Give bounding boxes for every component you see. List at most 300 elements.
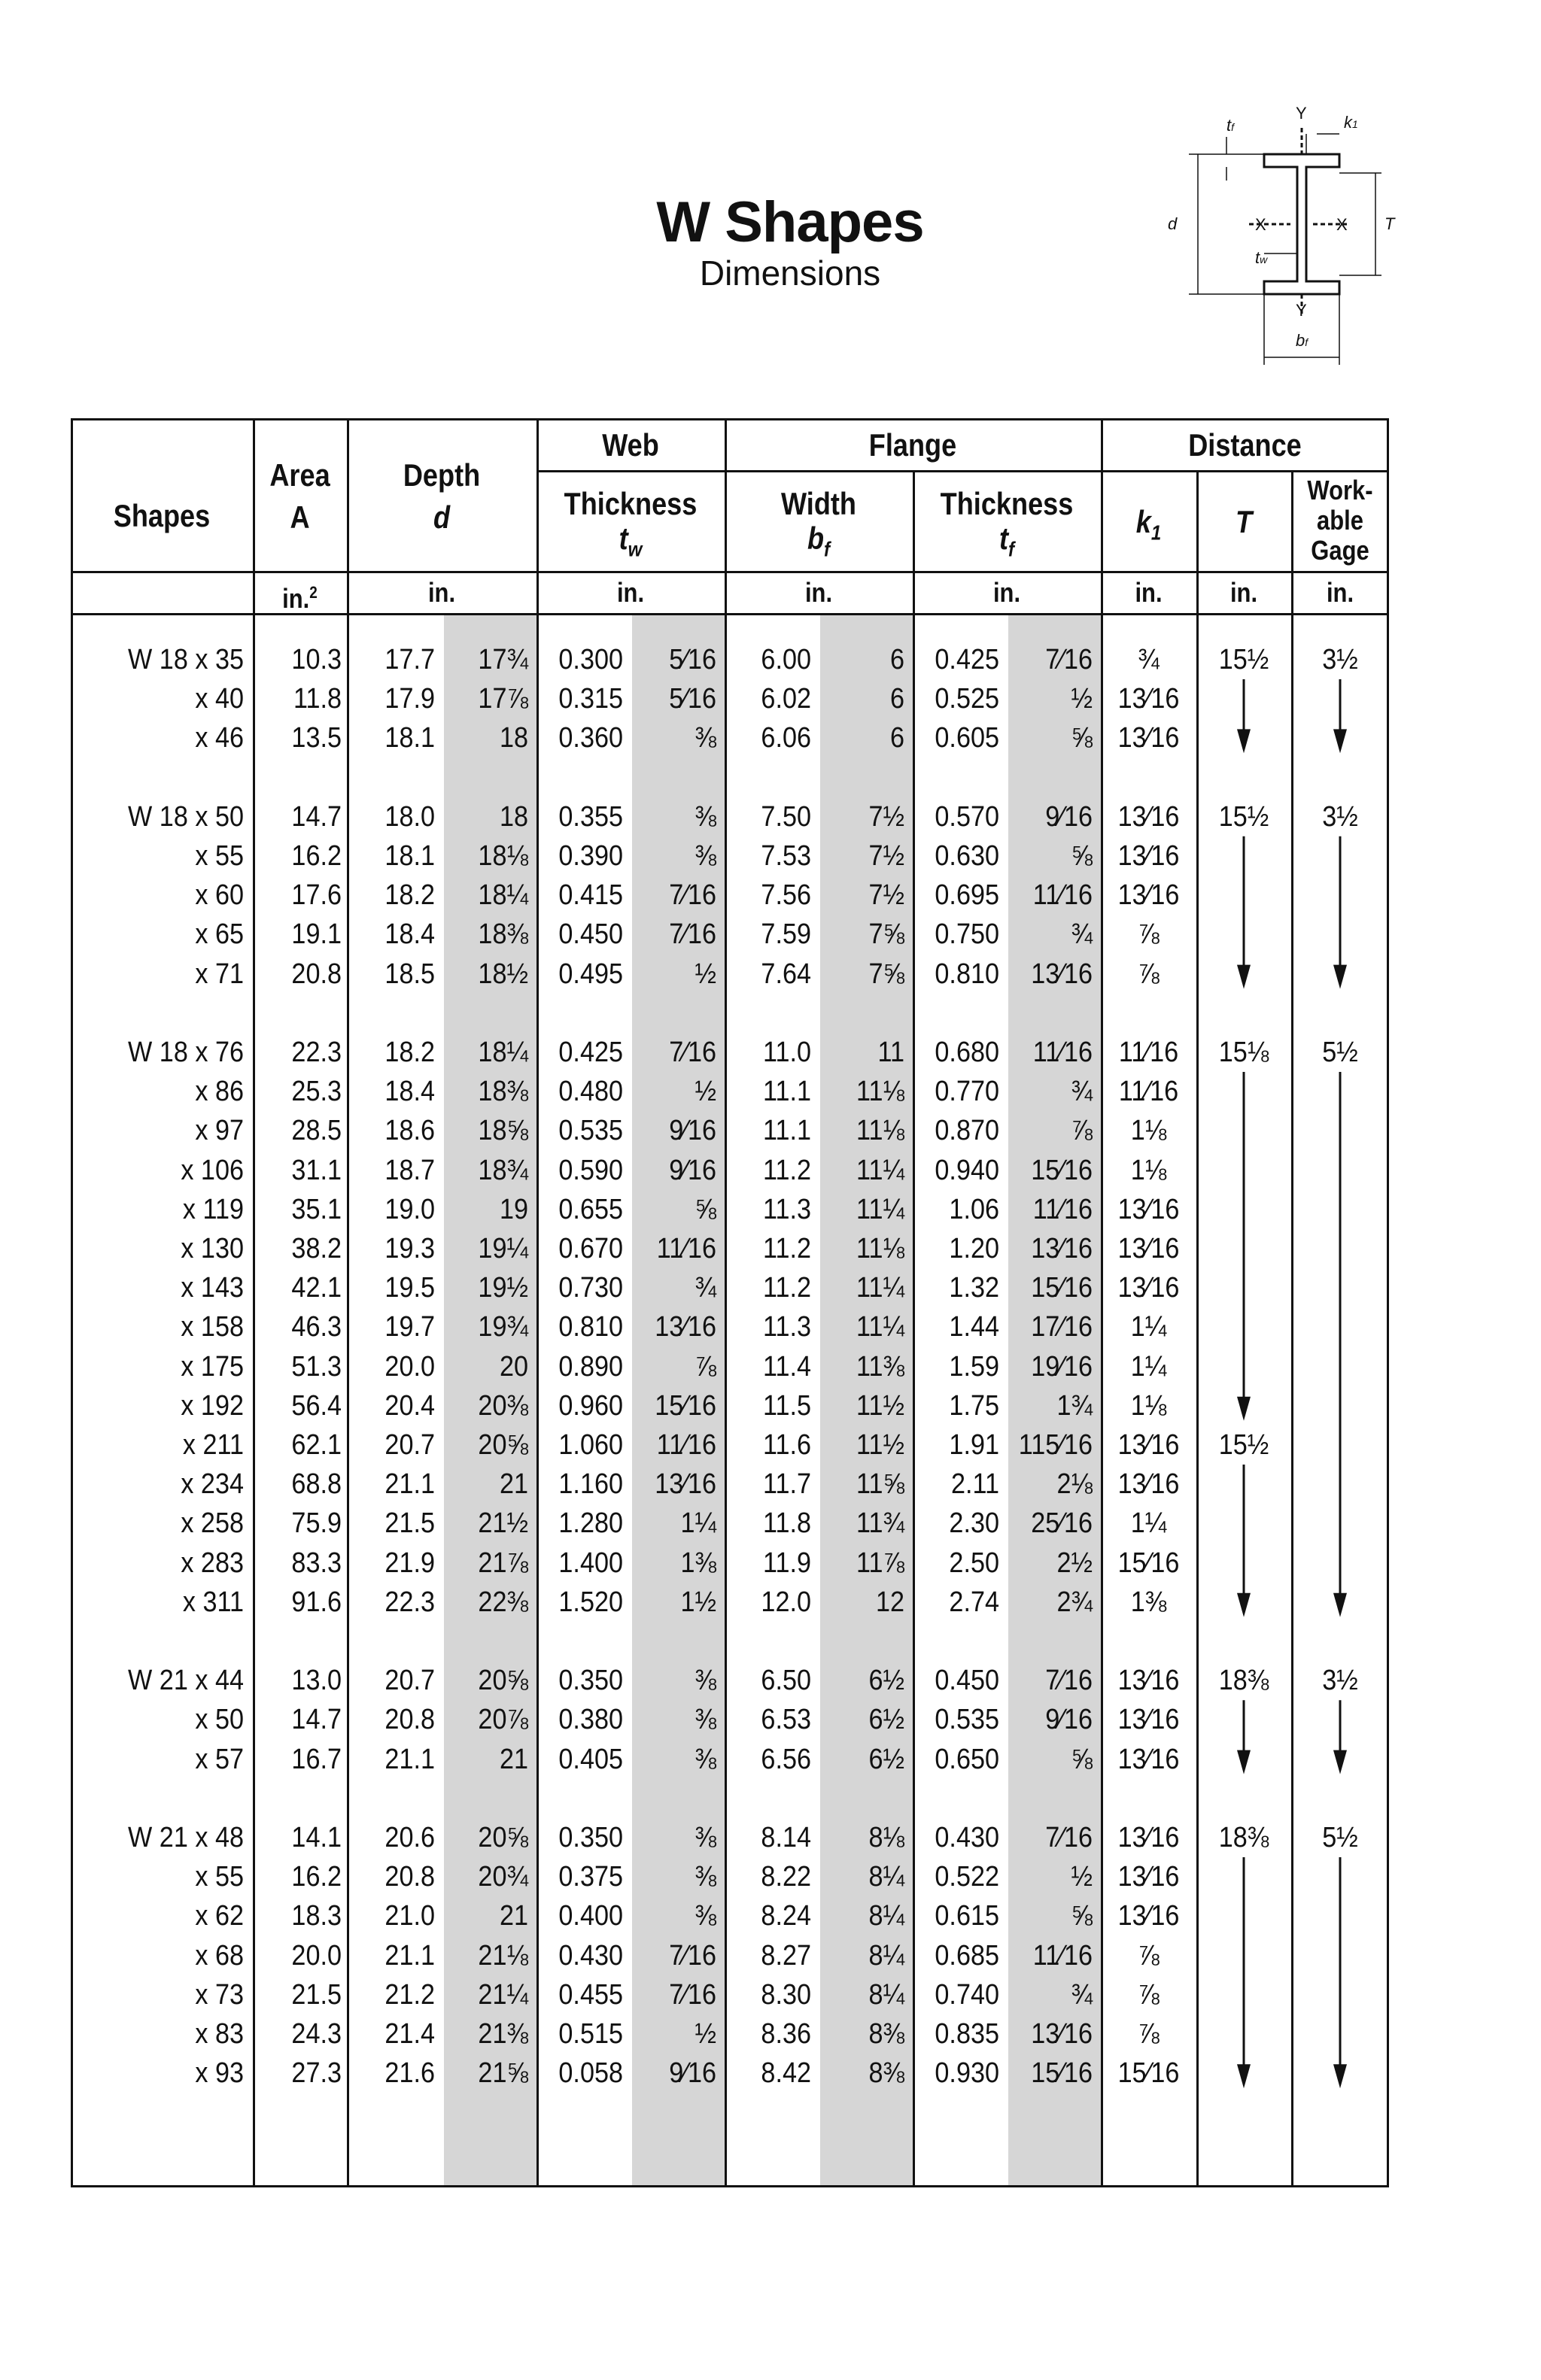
arrow-gage-4-head (1333, 2064, 1347, 2088)
cell-T: 15½ (1218, 800, 1269, 833)
cell-web-frac: ⅜ (695, 840, 716, 872)
cell-gage: 3½ (1322, 1665, 1358, 1697)
cell-depth-frac: 18 (499, 722, 528, 754)
arrow-gage-0-head (1333, 729, 1347, 753)
unit-gage: in. (1326, 577, 1354, 608)
unit-depth: in. (427, 577, 456, 608)
svg-text:tf (1226, 116, 1236, 135)
cell-web-frac: ⅜ (695, 1900, 716, 1932)
cell-web-dec: 0.405 (558, 1743, 623, 1775)
cell-web-dec: 1.060 (558, 1429, 623, 1461)
cell-area: 13.0 (291, 1665, 342, 1697)
cell-width-frac: 11⅜ (856, 1350, 904, 1383)
cell-width-frac: 11⅛ (856, 1233, 904, 1264)
cell-flange-frac: 1¾ (1056, 1389, 1093, 1422)
cell-web-frac: 9⁄16 (669, 1115, 716, 1147)
cell-web-dec: 0.480 (558, 1076, 623, 1108)
cell-shape: x 106 (181, 1154, 244, 1186)
cell-flange-dec: 0.680 (935, 1037, 999, 1068)
cell-flange-frac: 7⁄16 (1045, 1822, 1093, 1853)
cell-T: 18⅜ (1218, 1665, 1269, 1697)
cell-flange-frac: ⅝ (1071, 840, 1093, 872)
cell-width-dec: 11.8 (762, 1507, 811, 1540)
cell-k1: ⅞ (1138, 918, 1160, 951)
cell-flange-dec: 0.810 (935, 958, 999, 990)
unit-area-text: in. (282, 583, 310, 614)
cell-depth-dec: 20.8 (384, 1704, 435, 1736)
cell-depth-dec: 18.1 (384, 840, 435, 872)
cell-area: 25.3 (291, 1076, 342, 1108)
cell-flange-frac: ⅝ (1071, 1743, 1093, 1775)
cell-flange-frac: ½ (1071, 1861, 1093, 1893)
cell-depth-frac: 20⅞ (478, 1704, 528, 1736)
cell-flange-dec: 0.770 (935, 1076, 999, 1108)
cell-depth-dec: 17.9 (384, 683, 435, 715)
cell-web-frac: 5⁄16 (669, 644, 716, 675)
cell-shape: x 68 (195, 1939, 244, 1972)
unit-web: in. (616, 577, 645, 608)
cell-flange-frac: 13⁄16 (1031, 1233, 1093, 1264)
diagram-T-label: T (1384, 214, 1395, 233)
cell-width-dec: 6.50 (761, 1665, 811, 1697)
arrow-gage-1-head (1333, 965, 1347, 989)
cell-k1: 15⁄16 (1117, 2057, 1180, 2090)
diagram-k1-label: k (1344, 113, 1352, 132)
cell-flange-frac: 19⁄16 (1031, 1350, 1093, 1383)
cell-shape: x 86 (195, 1076, 244, 1108)
cell-width-frac: 11⅛ (856, 1076, 904, 1108)
cell-flange-dec: 1.59 (949, 1350, 999, 1383)
cell-width-frac: 11¼ (856, 1311, 904, 1343)
cell-T: 18⅜ (1218, 1822, 1269, 1853)
cell-web-dec: 0.360 (558, 722, 623, 754)
cell-depth-dec: 19.7 (384, 1311, 435, 1343)
cell-area: 16.7 (291, 1743, 342, 1775)
cell-flange-frac: 9⁄16 (1045, 800, 1093, 833)
cell-width-dec: 8.42 (761, 2057, 811, 2090)
cell-shape: x 55 (195, 840, 244, 872)
cell-flange-dec: 0.695 (935, 879, 999, 912)
cell-width-frac: 8⅛ (868, 1822, 904, 1853)
cell-flange-frac: 25⁄16 (1031, 1507, 1093, 1540)
cell-gage: 3½ (1322, 800, 1358, 833)
cell-shape: W 18 x 35 (128, 644, 244, 675)
cell-flange-dec: 2.74 (949, 1586, 999, 1618)
cell-width-dec: 11.1 (762, 1076, 811, 1108)
cell-flange-frac: 17⁄16 (1031, 1311, 1093, 1343)
cell-area: 16.2 (291, 840, 342, 872)
cell-width-dec: 6.53 (761, 1704, 811, 1736)
cell-depth-frac: 19½ (478, 1272, 528, 1304)
cell-k1: 1¼ (1130, 1350, 1167, 1383)
cell-web-dec: 0.515 (558, 2018, 623, 2050)
cell-k1: 13⁄16 (1117, 683, 1180, 715)
cell-depth-frac: 19¼ (478, 1233, 528, 1264)
cell-area: 27.3 (291, 2057, 342, 2090)
cell-depth-dec: 18.6 (384, 1115, 435, 1147)
cell-depth-frac: 21⅝ (478, 2057, 528, 2090)
cell-area: 10.3 (291, 644, 342, 675)
cell-width-dec: 11.4 (762, 1350, 811, 1383)
cell-flange-frac: 2½ (1056, 1547, 1093, 1579)
cell-width-dec: 11.1 (762, 1115, 811, 1147)
header-gage-1: Work- (1307, 475, 1373, 505)
cell-depth-frac: 18⅛ (478, 840, 528, 872)
cell-web-frac: 5⁄16 (669, 683, 716, 715)
cell-flange-dec: 0.605 (935, 722, 999, 754)
cell-depth-dec: 20.6 (384, 1822, 435, 1853)
cell-area: 22.3 (291, 1037, 342, 1068)
cell-shape: x 60 (195, 879, 244, 912)
cell-web-frac: 9⁄16 (669, 1154, 716, 1186)
diagram-bf-sub: f (1305, 336, 1308, 348)
cell-flange-frac: 11⁄16 (1032, 1939, 1093, 1972)
tf-sym: t (998, 521, 1009, 556)
cell-web-dec: 1.280 (558, 1507, 623, 1540)
arrow-T-4-0-head (1237, 2064, 1251, 2088)
cell-flange-frac: 11⁄16 (1032, 879, 1093, 912)
cell-area: 83.3 (291, 1547, 342, 1579)
cell-flange-frac: 13⁄16 (1031, 2018, 1093, 2050)
cell-depth-frac: 20¾ (478, 1861, 528, 1893)
cell-flange-dec: 0.425 (935, 644, 999, 675)
cell-area: 20.8 (291, 958, 342, 990)
arrow-T-0-0-head (1237, 729, 1251, 753)
cell-shape: W 21 x 48 (128, 1822, 244, 1853)
cell-area: 42.1 (291, 1272, 342, 1304)
cell-depth-dec: 18.4 (384, 1076, 435, 1108)
cell-depth-dec: 20.0 (384, 1350, 435, 1383)
cell-web-dec: 0.655 (558, 1193, 623, 1225)
cell-flange-frac: ½ (1071, 683, 1093, 715)
header-T: T (1235, 504, 1253, 539)
cell-web-dec: 0.415 (558, 879, 623, 912)
cell-flange-dec: 2.50 (949, 1547, 999, 1579)
cell-flange-dec: 1.32 (949, 1272, 999, 1304)
cell-width-frac: 6 (889, 722, 904, 754)
cell-flange-dec: 0.450 (935, 1665, 999, 1697)
cell-area: 56.4 (291, 1389, 342, 1422)
cell-width-frac: 8⅜ (868, 2018, 904, 2050)
cell-web-frac: ⅝ (695, 1193, 716, 1225)
cell-web-frac: ⅜ (695, 1861, 716, 1893)
unit-width: in. (804, 577, 833, 608)
cell-area: 18.3 (291, 1900, 342, 1932)
cell-depth-dec: 18.7 (384, 1154, 435, 1186)
diagram-x-left-label: X (1255, 215, 1266, 234)
cell-width-frac: 8⅜ (868, 2057, 904, 2090)
cell-width-frac: 6½ (868, 1665, 904, 1697)
cell-web-frac: ⅜ (695, 800, 716, 833)
cell-shape: x 50 (195, 1704, 244, 1736)
cell-width-dec: 7.59 (761, 918, 811, 951)
cell-width-frac: 11½ (856, 1429, 904, 1461)
cell-flange-frac: ⅝ (1071, 722, 1093, 754)
cell-gage: 3½ (1322, 644, 1358, 675)
cell-depth-dec: 19.0 (384, 1193, 435, 1225)
cell-depth-dec: 21.0 (384, 1900, 435, 1932)
header-gage-2: able (1317, 505, 1363, 536)
cell-web-frac: 11⁄16 (656, 1429, 716, 1461)
diagram-d-label: d (1168, 214, 1178, 233)
cell-web-dec: 0.425 (558, 1037, 623, 1068)
cell-web-dec: 0.590 (558, 1154, 623, 1186)
cell-k1: 15⁄16 (1117, 1547, 1180, 1579)
cell-width-frac: 6 (889, 683, 904, 715)
cell-area: 31.1 (291, 1154, 342, 1186)
cell-shape: x 93 (195, 2057, 244, 2090)
cell-shape: x 62 (195, 1900, 244, 1932)
cell-depth-frac: 21 (499, 1468, 528, 1501)
cell-web-frac: 7⁄16 (669, 879, 716, 912)
cell-flange-dec: 0.930 (935, 2057, 999, 2090)
cell-shape: W 18 x 50 (128, 800, 244, 833)
cell-width-frac: 6½ (868, 1704, 904, 1736)
continuation-arrows (71, 418, 1389, 2187)
cell-depth-dec: 20.8 (384, 1861, 435, 1893)
cell-width-dec: 7.64 (761, 958, 811, 990)
cell-width-dec: 8.22 (761, 1861, 811, 1893)
cell-flange-frac: 7⁄16 (1045, 644, 1093, 675)
cell-width-frac: 7⅝ (868, 958, 904, 990)
cell-depth-frac: 20⅝ (478, 1665, 528, 1697)
cell-depth-frac: 18¼ (478, 879, 528, 912)
tf-sub: f (1008, 537, 1015, 561)
header-web-thickness: Thickness (564, 486, 698, 521)
cell-depth-frac: 21⅜ (478, 2018, 528, 2050)
cell-web-dec: 0.058 (558, 2057, 623, 2090)
cell-depth-dec: 20.7 (384, 1429, 435, 1461)
cell-T: 15⅛ (1218, 1037, 1269, 1068)
cell-k1: 13⁄16 (1117, 1861, 1180, 1893)
cell-depth-dec: 18.0 (384, 800, 435, 833)
cell-depth-frac: 20⅜ (478, 1389, 528, 1422)
cell-gage: 5½ (1322, 1822, 1358, 1853)
cell-width-frac: 7½ (868, 879, 904, 912)
cell-depth-frac: 19 (499, 1193, 528, 1225)
cell-web-frac: 13⁄16 (655, 1468, 716, 1501)
cell-depth-dec: 21.4 (384, 2018, 435, 2050)
cell-width-frac: 11¼ (856, 1154, 904, 1186)
unit-T: in. (1229, 577, 1258, 608)
cell-flange-frac: 15⁄16 (1031, 1154, 1093, 1186)
arrow-T-3-0-head (1237, 1750, 1251, 1774)
cell-area: 51.3 (291, 1350, 342, 1383)
cell-area: 21.5 (291, 1978, 342, 2011)
cell-depth-dec: 21.1 (384, 1939, 435, 1972)
svg-text:k1 (1344, 113, 1358, 132)
cell-web-dec: 0.450 (558, 918, 623, 951)
cell-web-frac: 7⁄16 (669, 1939, 716, 1972)
cell-depth-frac: 18⅜ (478, 1076, 528, 1108)
cell-web-frac: 1½ (680, 1586, 716, 1618)
cell-shape: W 21 x 44 (128, 1665, 244, 1697)
k1-sym: k (1135, 504, 1151, 539)
cell-width-dec: 11.0 (762, 1037, 811, 1068)
header-flange: Flange (868, 427, 957, 463)
cell-web-frac: ⅜ (695, 1704, 716, 1736)
cell-width-frac: 11¾ (856, 1507, 904, 1540)
cell-width-dec: 11.2 (762, 1233, 811, 1264)
cell-web-dec: 1.400 (558, 1547, 623, 1579)
cell-area: 11.8 (293, 683, 342, 715)
cell-k1: ¾ (1138, 644, 1160, 675)
cell-shape: x 97 (195, 1115, 244, 1147)
svg-text:bf (1296, 331, 1309, 350)
cell-web-frac: ⅞ (695, 1350, 716, 1383)
cell-shape: x 234 (181, 1468, 244, 1501)
page-subtitle: Dimensions (699, 253, 881, 293)
header-gage-3: Gage (1311, 535, 1369, 566)
cell-width-dec: 7.53 (761, 840, 811, 872)
cell-flange-frac: 11⁄16 (1032, 1037, 1093, 1068)
cell-flange-frac: ¾ (1071, 1076, 1093, 1108)
unit-flange: in. (992, 577, 1021, 608)
cell-area: 68.8 (291, 1468, 342, 1501)
page-title: W Shapes (656, 190, 924, 254)
cell-depth-frac: 17⅞ (478, 683, 528, 715)
cell-k1: 11⁄16 (1118, 1076, 1179, 1108)
cell-width-frac: 8¼ (868, 1939, 904, 1972)
cell-web-dec: 0.300 (558, 644, 623, 675)
cell-flange-dec: 0.522 (935, 1861, 999, 1893)
cell-depth-dec: 18.1 (384, 722, 435, 754)
cell-k1: 13⁄16 (1117, 1704, 1180, 1736)
cell-web-frac: ½ (695, 2018, 716, 2050)
cell-shape: x 71 (195, 958, 244, 990)
cell-flange-frac: 13⁄16 (1031, 958, 1093, 990)
cell-depth-frac: 21½ (478, 1507, 528, 1540)
cell-width-dec: 11.2 (762, 1154, 811, 1186)
cell-area: 91.6 (291, 1586, 342, 1618)
cell-web-dec: 0.455 (558, 1978, 623, 2011)
diagram-bf-label: b (1296, 331, 1305, 350)
cell-k1: ⅞ (1138, 958, 1160, 990)
cell-web-dec: 1.160 (558, 1468, 623, 1501)
cell-width-frac: 8¼ (868, 1978, 904, 2011)
cell-web-dec: 0.315 (558, 683, 623, 715)
cell-T: 15½ (1218, 644, 1269, 675)
cell-width-dec: 8.30 (761, 1978, 811, 2011)
cell-shape: x 40 (195, 683, 244, 715)
cell-web-frac: ½ (695, 1076, 716, 1108)
cell-web-frac: 1⅜ (680, 1547, 716, 1579)
cell-flange-dec: 0.630 (935, 840, 999, 872)
cell-web-dec: 0.890 (558, 1350, 623, 1383)
unit-area-sup: 2 (309, 583, 318, 602)
cell-width-dec: 11.3 (762, 1193, 811, 1225)
cell-k1: 13⁄16 (1117, 840, 1180, 872)
cell-web-dec: 0.430 (558, 1939, 623, 1972)
cell-flange-frac: 115⁄16 (1018, 1429, 1093, 1461)
cell-width-frac: 11⅞ (856, 1547, 904, 1579)
cell-k1: 1¼ (1130, 1311, 1167, 1343)
cell-width-dec: 11.5 (762, 1389, 811, 1422)
cell-web-dec: 0.670 (558, 1233, 623, 1264)
cell-depth-dec: 18.4 (384, 918, 435, 951)
cell-depth-dec: 22.3 (384, 1586, 435, 1618)
cell-web-dec: 1.520 (558, 1586, 623, 1618)
cell-flange-frac: 2⅛ (1056, 1468, 1093, 1501)
cell-web-dec: 0.355 (558, 800, 623, 833)
cell-depth-frac: 18¼ (478, 1037, 528, 1068)
cell-k1: ⅞ (1138, 1939, 1160, 1972)
cell-area: 19.1 (291, 918, 342, 951)
cell-width-dec: 11.9 (762, 1547, 811, 1579)
cell-width-dec: 8.36 (761, 2018, 811, 2050)
cell-shape: x 211 (182, 1429, 244, 1461)
cell-flange-frac: 11⁄16 (1032, 1193, 1093, 1225)
diagram-tw-label: t (1255, 248, 1260, 267)
cell-depth-frac: 18⅜ (478, 918, 528, 951)
cell-flange-dec: 1.06 (949, 1193, 999, 1225)
cell-web-frac: ⅜ (695, 722, 716, 754)
cell-width-frac: 8¼ (868, 1900, 904, 1932)
cell-flange-frac: 15⁄16 (1031, 2057, 1093, 2090)
cell-web-frac: ½ (695, 958, 716, 990)
cell-depth-frac: 17¾ (478, 644, 528, 675)
cell-shape: x 119 (182, 1193, 244, 1225)
cell-depth-frac: 21⅞ (478, 1547, 528, 1579)
cell-shape: x 258 (181, 1507, 244, 1540)
cell-shape: x 57 (195, 1743, 244, 1775)
cell-depth-dec: 21.9 (384, 1547, 435, 1579)
cell-flange-dec: 1.20 (949, 1233, 999, 1264)
w-shape-section-diagram (1159, 98, 1415, 376)
cell-depth-dec: 18.2 (384, 1037, 435, 1068)
unit-k1: in. (1135, 577, 1163, 608)
cell-shape: x 130 (181, 1233, 244, 1264)
cell-area: 14.7 (291, 800, 342, 833)
cell-shape: x 283 (181, 1547, 244, 1579)
cell-depth-frac: 21¼ (478, 1978, 528, 2011)
cell-web-frac: 9⁄16 (669, 2057, 716, 2090)
cell-k1: 13⁄16 (1117, 1233, 1180, 1264)
cell-depth-dec: 18.2 (384, 879, 435, 912)
cell-width-frac: 11½ (856, 1389, 904, 1422)
cell-web-frac: 13⁄16 (655, 1311, 716, 1343)
diagram-tw-sub: w (1260, 253, 1268, 266)
cell-web-dec: 0.810 (558, 1311, 623, 1343)
cell-k1: 1⅛ (1130, 1154, 1167, 1186)
cell-shape: x 192 (181, 1389, 244, 1422)
diagram-tf-sub: f (1231, 121, 1235, 133)
cell-depth-frac: 20⅝ (478, 1822, 528, 1853)
cell-width-dec: 6.00 (761, 644, 811, 675)
cell-web-frac: ⅜ (695, 1665, 716, 1697)
cell-web-dec: 0.495 (558, 958, 623, 990)
cell-flange-dec: 0.535 (935, 1704, 999, 1736)
cell-depth-dec: 18.5 (384, 958, 435, 990)
cell-web-dec: 0.960 (558, 1389, 623, 1422)
cell-web-dec: 0.350 (558, 1822, 623, 1853)
cell-width-frac: 11⅝ (856, 1468, 904, 1501)
cell-width-frac: 11¼ (856, 1272, 904, 1304)
cell-flange-dec: 1.44 (949, 1311, 999, 1343)
cell-width-frac: 7½ (868, 800, 904, 833)
cell-web-dec: 0.375 (558, 1861, 623, 1893)
cell-depth-frac: 18½ (478, 958, 528, 990)
cell-k1: 13⁄16 (1117, 800, 1180, 833)
cell-width-frac: 11 (877, 1037, 904, 1068)
cell-flange-dec: 0.650 (935, 1743, 999, 1775)
cell-width-frac: 6½ (868, 1743, 904, 1775)
cell-area: 13.5 (291, 722, 342, 754)
cell-T: 15½ (1218, 1429, 1269, 1461)
cell-depth-frac: 18¾ (478, 1154, 528, 1186)
cell-flange-frac: 2¾ (1056, 1586, 1093, 1618)
cell-web-dec: 0.535 (558, 1115, 623, 1147)
